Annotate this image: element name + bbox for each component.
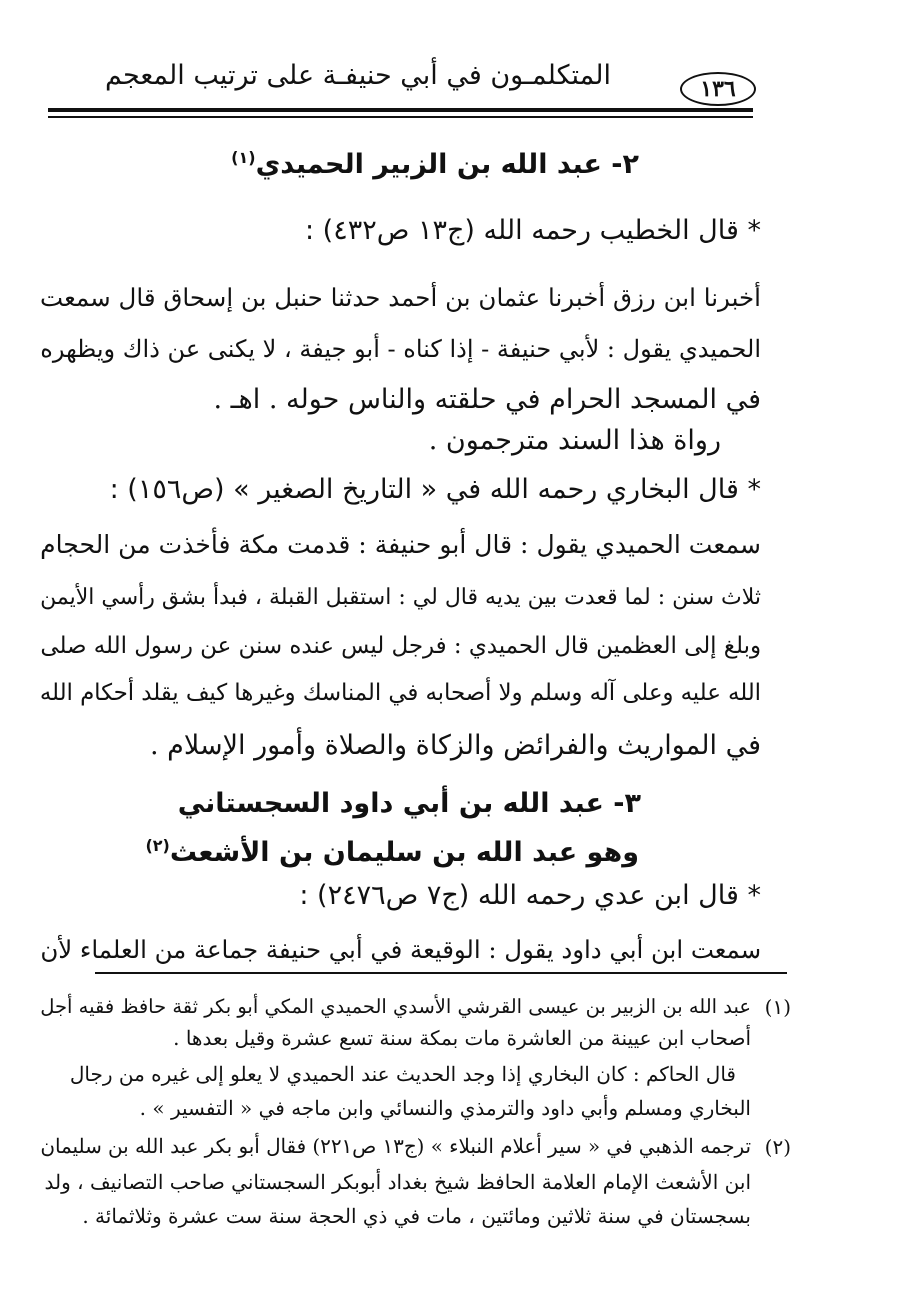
body-line: سمعت ابن أبي داود يقول : الوقيعة في أبي حنيفة جماعة من العلماء لأن	[40, 935, 761, 964]
section-subheading: وهو عبد الله بن سليمان بن الأشعث$^{(٢)}$	[145, 836, 639, 868]
footnote-line: أصحاب ابن عيينة من العاشرة مات بمكة سنة تسع عشرة وقيل بعدها .	[173, 1026, 751, 1050]
footnote-line: ترجمه الذهبي في « سير أعلام النبلاء » (ج١٣ ص٢٢١) فقال أبو بكر عبد الله بن سليمان	[40, 1135, 751, 1158]
footnote-ref: (١)	[231, 148, 256, 167]
section-heading: ٣- عبد الله بن أبي داود السجستاني	[177, 788, 641, 819]
footnote-line: عبد الله بن الزبير بن عيسى القرشي الأسدي الحميدي المكي أبو بكر ثقة حافظ فقيه أجل	[40, 995, 751, 1018]
body-line: في المسجد الحرام في حلقته والناس حوله . اهـ .	[213, 384, 761, 415]
body-line: الله عليه وعلى آله وسلم ولا أصحابه في المناسك وغيرها كيف يقلد أحكام الله	[39, 680, 761, 706]
body-line: أخبرنا ابن رزق أخبرنا عثمان بن أحمد حدثنا حنبل بن إسحاق قال سمعت	[40, 283, 761, 312]
body-line: الحميدي يقول : لأبي حنيفة - إذا كناه - أبو جيفة ، لا يكنى عن ذاك ويظهره	[40, 335, 761, 363]
quote-intro: * قال الخطيب رحمه الله (ج١٣ ص٤٣٢) :	[304, 215, 761, 246]
page-number: ١٣٦	[680, 72, 756, 106]
running-title: المتكلمـون في أبي حنيفـة على ترتيب المعجم	[105, 60, 611, 91]
body-line: ثلاث سنن : لما قعدت بين يديه قال لي : استقبل القبلة ، فبدأ بشق رأسي الأيمن	[40, 585, 761, 610]
footnote-ref: (٢)	[145, 836, 170, 855]
header-rule	[48, 108, 753, 112]
footnote-line: ابن الأشعث الإمام العلامة الحافظ شيخ بغداد أبوبكر السجستاني صاحب التصانيف ، ولد	[44, 1170, 751, 1194]
body-line: رواة هذا السند مترجمون .	[428, 425, 721, 456]
body-line: في المواريث والفرائض والزكاة والصلاة وأمور الإسلام .	[149, 730, 761, 761]
footnote-line: بسجستان في سنة ثلاثين ومائتين ، مات في ذي الحجة سنة ست عشرة وثلاثمائة .	[82, 1204, 751, 1228]
quote-intro: * قال ابن عدي رحمه الله (ج٧ ص٢٤٧٦) :	[299, 880, 761, 911]
footnote-line: البخاري ومسلم وأبي داود والترمذي والنسائي وابن ماجه في « التفسير » .	[139, 1096, 751, 1120]
body-line: سمعت الحميدي يقول : قال أبو حنيفة : قدمت مكة فأخذت من الحجام	[40, 530, 761, 559]
header-rule	[48, 116, 753, 118]
footnote-line: قال الحاكم : كان البخاري إذا وجد الحديث عند الحميدي لا يعلو إلى غيره من رجال	[69, 1062, 736, 1086]
quote-intro: * قال البخاري رحمه الله في « التاريخ الصغير » (ص١٥٦) :	[109, 474, 761, 505]
footnote-marker: (٢)	[764, 1135, 791, 1159]
footnote-rule	[95, 972, 787, 974]
footnote-marker: (١)	[764, 995, 791, 1019]
body-line: وبلغ إلى العظمين قال الحميدي : فرجل ليس عنده سنن عن رسول الله صلى	[40, 633, 761, 659]
section-heading: ٢- عبد الله بن الزبير الحميدي$^{(١)}$	[231, 148, 639, 180]
